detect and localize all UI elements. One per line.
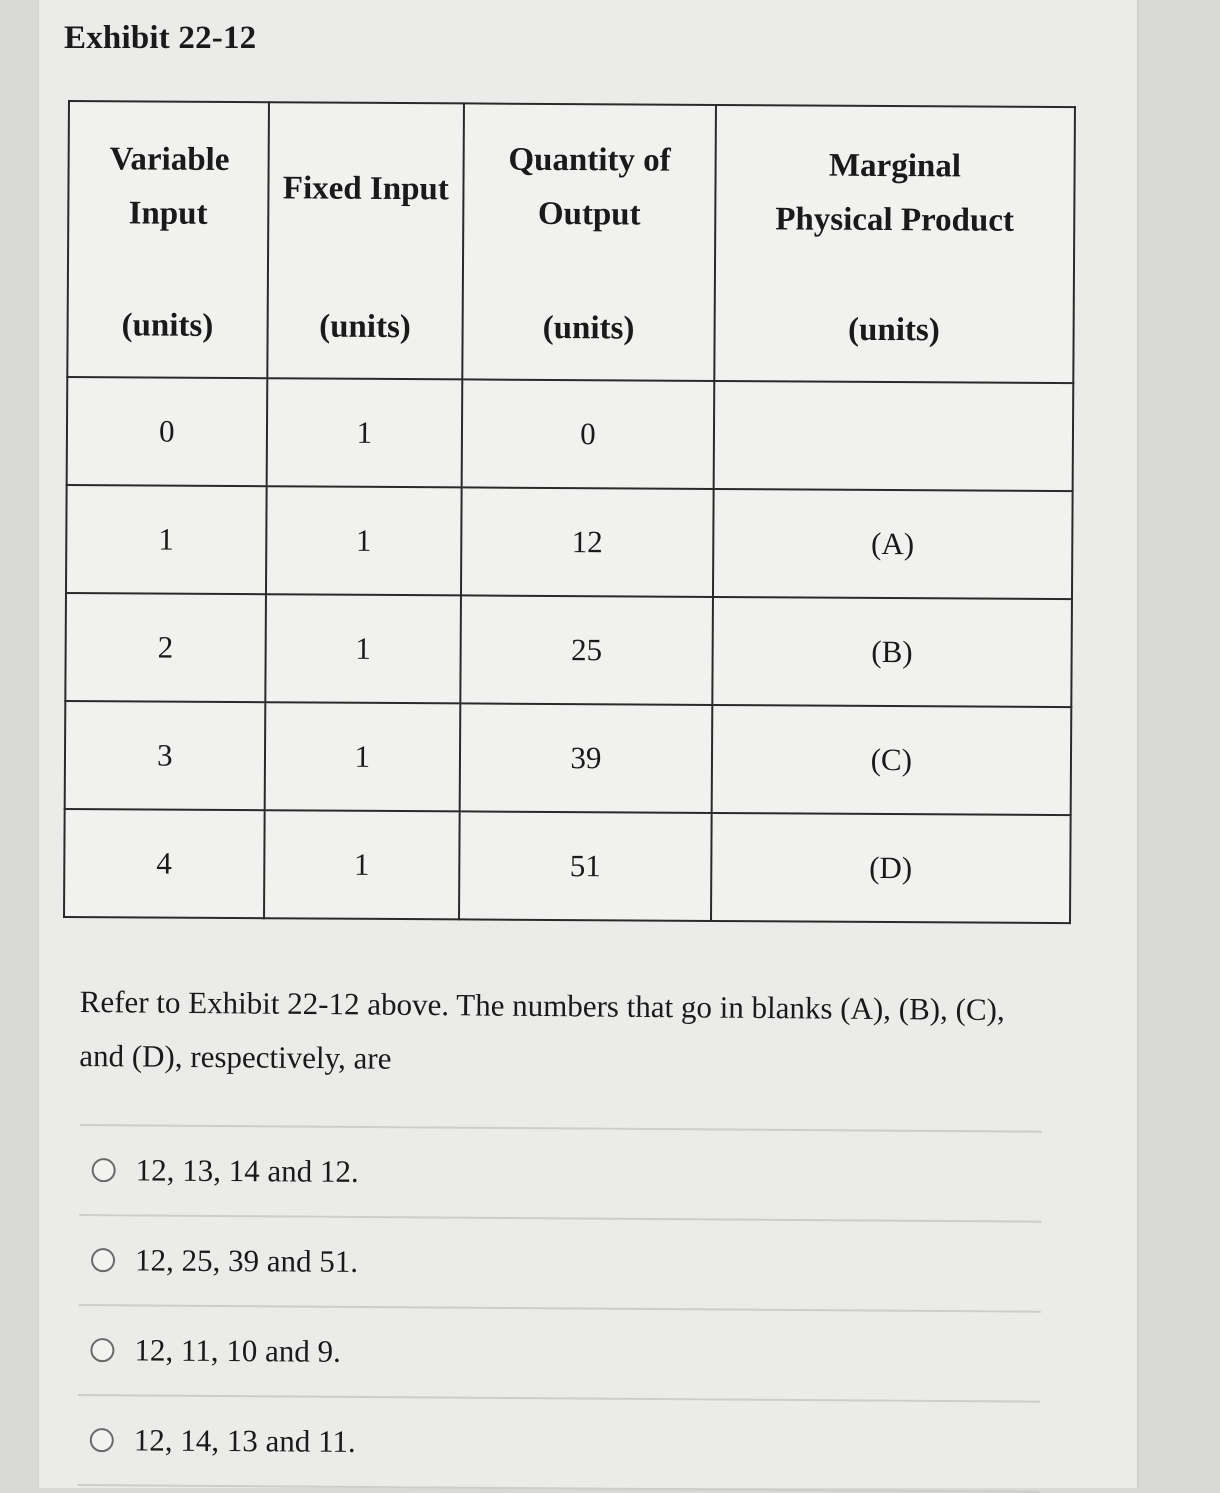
header-unit: (units) xyxy=(121,307,214,344)
header-label: Fixed Input xyxy=(282,170,449,208)
header-quantity-of-output xyxy=(462,103,715,381)
answer-option-label: 12, 25, 39 and 51. xyxy=(134,1242,359,1279)
answer-option-1[interactable] xyxy=(79,1126,1042,1221)
header-label: Marginal Physical Product xyxy=(775,147,1015,239)
cell-variable-input: 0 xyxy=(67,377,267,486)
answer-option-2[interactable] xyxy=(79,1216,1042,1311)
header-variable-input xyxy=(67,101,268,378)
cell-output: 51 xyxy=(459,811,711,921)
answer-option-label: 12, 14, 13 and 11. xyxy=(133,1422,356,1459)
exhibit-title: Exhibit 22-12 xyxy=(64,20,257,56)
exhibit-table xyxy=(63,100,1076,924)
table-row xyxy=(65,593,1072,707)
cell-output: 12 xyxy=(461,487,713,597)
cell-variable-input: 3 xyxy=(65,701,265,810)
cell-mpp: (D) xyxy=(711,813,1071,923)
cell-mpp: (B) xyxy=(712,597,1072,707)
table-row xyxy=(64,809,1071,923)
table-row xyxy=(66,485,1073,599)
table-row xyxy=(67,377,1074,491)
cell-variable-input: 2 xyxy=(65,593,265,702)
answer-options xyxy=(77,1124,1042,1493)
answer-option-label: 12, 13, 14 and 12. xyxy=(135,1152,359,1189)
cell-mpp xyxy=(713,381,1073,491)
header-fixed-input xyxy=(267,102,464,379)
header-unit: (units) xyxy=(542,309,635,347)
cell-variable-input: 4 xyxy=(64,809,264,918)
header-unit: (units) xyxy=(847,311,940,349)
cell-output: 0 xyxy=(462,379,714,489)
radio-button[interactable] xyxy=(92,1158,116,1182)
radio-button[interactable] xyxy=(90,1338,114,1362)
cell-fixed-input: 1 xyxy=(264,810,460,919)
question-text: Refer to Exhibit 22-12 above. The numbers that go in blanks (A), (B), (C), and (D), respectively, are xyxy=(79,983,1005,1076)
header-label: Variable Input xyxy=(109,141,230,232)
answer-option-label: 12, 11, 10 and 9. xyxy=(134,1332,341,1369)
cell-fixed-input: 1 xyxy=(266,378,462,487)
cell-output: 39 xyxy=(460,703,712,813)
table-header-row xyxy=(67,101,1075,383)
header-unit: (units) xyxy=(319,308,411,346)
cell-mpp: (A) xyxy=(713,489,1073,599)
header-marginal-physical-product xyxy=(714,105,1075,383)
cell-output: 25 xyxy=(460,595,712,705)
header-label: Quantity of Output xyxy=(508,141,671,233)
radio-button[interactable] xyxy=(90,1428,114,1452)
answer-option-4[interactable] xyxy=(77,1396,1040,1491)
cell-fixed-input: 1 xyxy=(265,594,461,703)
table-row xyxy=(65,701,1072,815)
cell-fixed-input: 1 xyxy=(266,486,462,595)
radio-button[interactable] xyxy=(91,1248,115,1272)
cell-variable-input: 1 xyxy=(66,485,266,594)
cell-fixed-input: 1 xyxy=(264,702,460,811)
cell-mpp: (C) xyxy=(711,705,1071,815)
answer-option-3[interactable] xyxy=(78,1306,1041,1401)
